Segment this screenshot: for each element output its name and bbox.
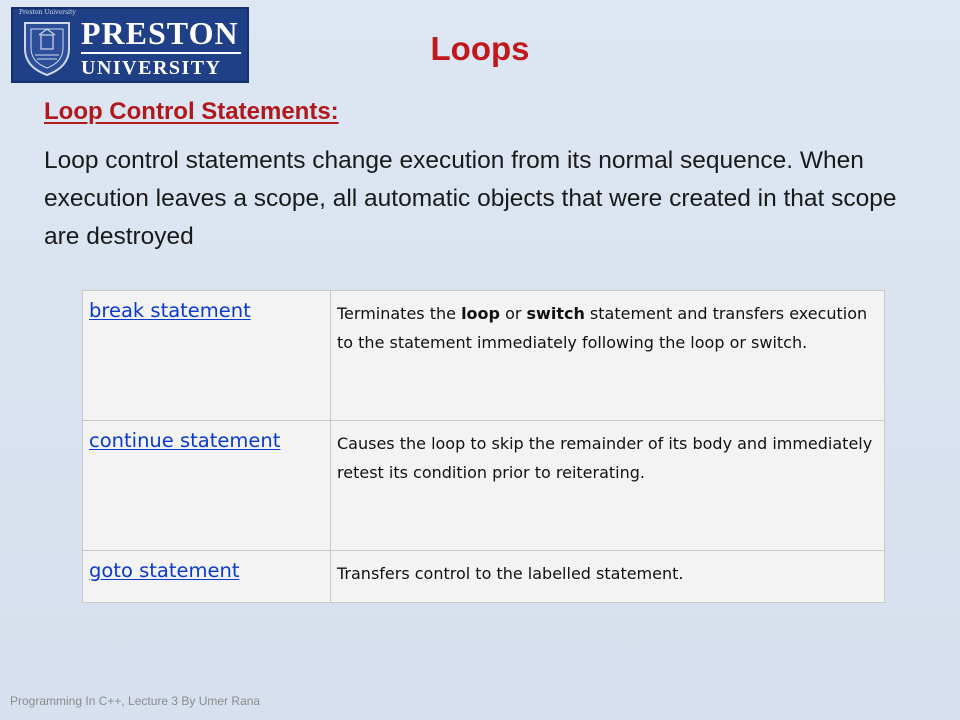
break-statement-link[interactable]: break statement (89, 299, 251, 322)
goto-statement-link[interactable]: goto statement (89, 559, 240, 582)
logo-word-preston: PRESTON (81, 15, 239, 51)
intro-paragraph: Loop control statements change execution from its normal sequence. When execution leaves a scope, all automatic objects that were created in that scope are destroyed (44, 147, 897, 250)
table-cell-name (83, 421, 331, 551)
slide-footer: Programming In C++, Lecture 3 By Umer Rana (10, 694, 261, 708)
table-row (83, 291, 885, 421)
table-cell-description: Transfers control to the labelled statement. (331, 551, 885, 603)
table-cell-name (83, 291, 331, 421)
table-row (83, 551, 885, 603)
table-cell-name (83, 551, 331, 603)
table-cell-description: Terminates the loop or switch statement and transfers execution to the statement immediately following the loop or switch. (331, 291, 885, 421)
table-row (83, 421, 885, 551)
logo-word-university: UNIVERSITY (81, 57, 222, 79)
section-heading: Loop Control Statements: (44, 98, 339, 125)
loop-control-table (82, 290, 885, 603)
logo-crest-caption: Preston University (19, 9, 76, 16)
continue-statement-link[interactable]: continue statement (89, 429, 281, 452)
table-cell-description: Causes the loop to skip the remainder of its body and immediately retest its condition prior to reiterating. (331, 421, 885, 551)
slide-title: Loops (430, 30, 530, 67)
